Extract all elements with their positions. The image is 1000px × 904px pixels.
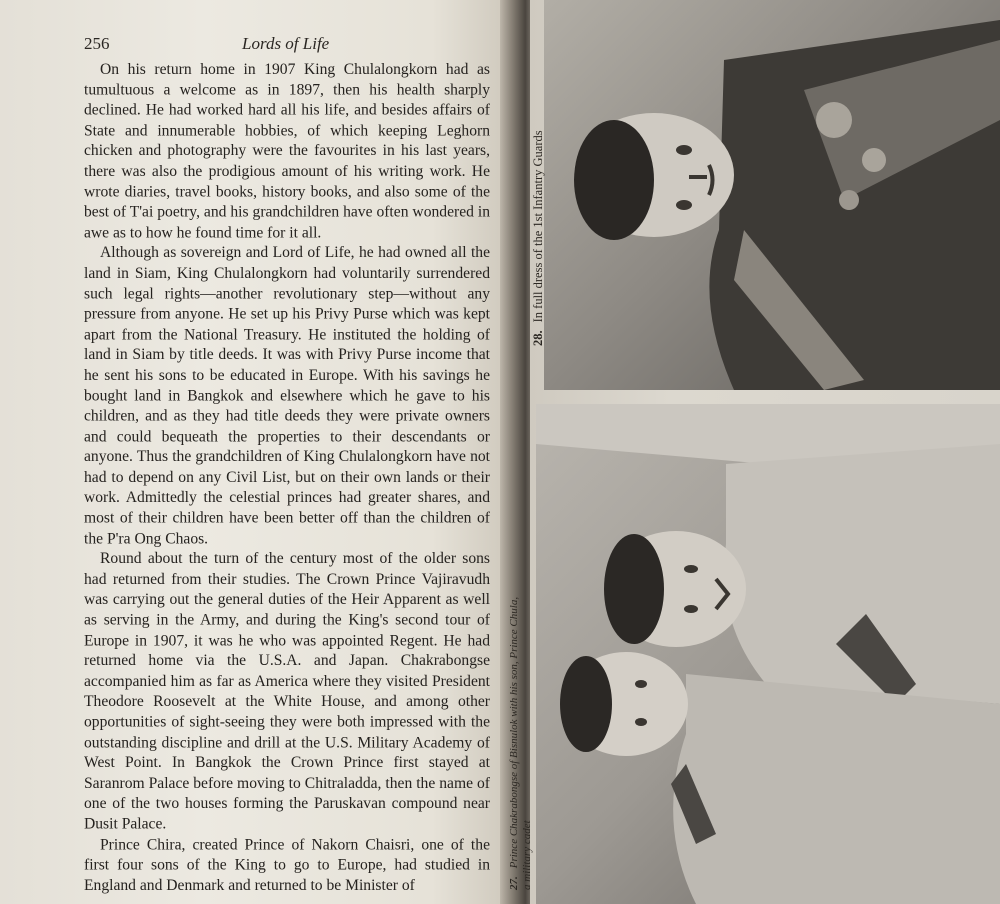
paragraph: Round about the turn of the century most of the older sons had returned from their studies. The Crown Prince Vajiravudh was carrying out the general duties of the Heir Apparent as well as serving in the Army, and during the King's second tour of Europe in 1907, it was he who was appointed Regent. He had returned home via the U.S.A. and Japan. Chakrabongse accompanied him as far as America where they visited President Theodore Roosevelt at the White House, and among other opportunities of sight-seeing they were both impressed with the outstanding discipline and drill at the U.S. Military Academy of West Point. In Bangkok the Crown Prince first stayed at Saranrom Palace before moving to Chitraladda, then the name of one of the two houses forming the Paruskavan compound near Dusit Palace. xyxy=(84,550,490,833)
body-text xyxy=(84,60,490,896)
portrait-photo-king xyxy=(544,0,1000,390)
running-head: Lords of Life xyxy=(242,34,330,53)
page-number: 256 xyxy=(84,34,110,53)
plate-caption-text: a military cadet xyxy=(521,820,533,890)
plate-caption-text: In full dress of the 1st Infantry Guards xyxy=(531,130,545,323)
paragraph: On his return home in 1907 King Chulalongkorn had as tumultuous a welcome as in 1897, then his health sharply declined. He had worked hard all his life, and besides affairs of State and innumerable hobbies, of which keeping Leghorn chicken and photography were the favourites in his last years, there was also the prodigious amount of his writing work. He wrote diaries, travel books, history books, and also some of the best of T'ai poetry, and his grandchildren have often wondered in awe as to how he found time for it all. xyxy=(84,60,490,242)
portrait-photo-prince-and-son xyxy=(536,404,1000,904)
plate-number: 28. xyxy=(531,330,545,346)
plate-caption-bottom-line2 xyxy=(521,820,533,890)
paragraph: Prince Chira, created Prince of Nakorn Chaisri, one of the first four sons of the King to go to Europe, had studied in England and Denmark and returned to be Minister of xyxy=(84,836,490,894)
plate-caption-top xyxy=(531,130,546,346)
plate-number: 27. xyxy=(508,876,520,890)
plate-caption-bottom-line1 xyxy=(508,597,520,890)
plate-caption-text: Prince Chakrabongse of Bisnulok with his son, Prince Chula, xyxy=(508,596,520,869)
right-page xyxy=(530,0,1000,904)
page-header xyxy=(84,34,484,56)
paragraph: Although as sovereign and Lord of Life, he had owned all the land in Siam, King Chulalongkorn had voluntarily surrendered such legal rights—another revolutionary step—without any pressure from anyone. He set up his Privy Purse which was kept apart from the National Treasury. He instituted the holding of land in Siam by title deeds. It was with Privy Purse income that he sent his sons to be educated in Europe. With his savings he bought land in Bangkok and elsewhere which he gave to his children, and as they had title deeds they were private owners and could bequeath the properties to their descendants or anyone. Thus the grandchildren of King Chulalongkorn have not had to depend on any Civil List, but on their own lands or their work. Admittedly the celestial princes had greater shares, and most of their children have been better off than the children of the P'ra Ong Chaos. xyxy=(84,244,490,547)
